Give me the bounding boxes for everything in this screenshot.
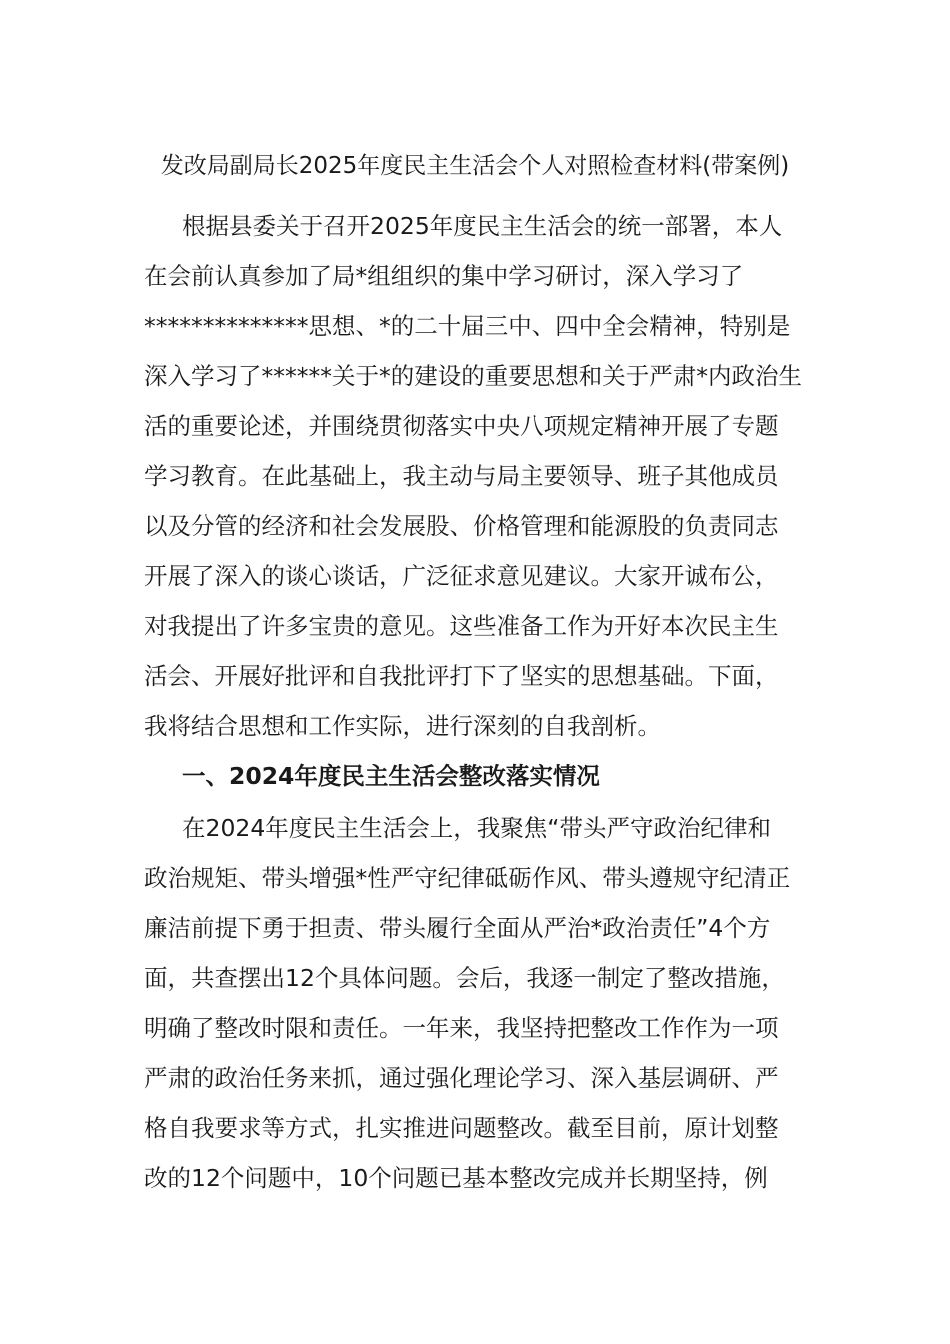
paragraph-2-line: 在2024年度民主生活会上，我聚焦“带头严守政治纪律和 <box>182 814 771 842</box>
paragraph-2-line: 改的12个问题中，10个问题已基本整改完成并长期坚持，例 <box>144 1164 768 1192</box>
paragraph-2-line: 面，共查摆出12个具体问题。会后，我逐一制定了整改措施， <box>144 964 785 992</box>
paragraph-2-line: 格自我要求等方式，扎实推进问题整改。截至目前，原计划整 <box>144 1114 779 1142</box>
paragraph-1-line: 学习教育。在此基础上，我主动与局主要领导、班子其他成员 <box>144 462 779 490</box>
paragraph-2-line: 廉洁前提下勇于担责、带头履行全面从严治*政治责任”4个方 <box>144 914 771 942</box>
paragraph-1-line: 在会前认真参加了局*组组织的集中学习研讨，深入学习了 <box>144 262 744 290</box>
paragraph-1-line: 我将结合思想和工作实际，进行深刻的自我剖析。 <box>144 712 661 740</box>
paragraph-1-line: 活会、开展好批评和自我批评打下了坚实的思想基础。下面， <box>144 662 779 690</box>
paragraph-1-line: **************思想、*的二十届三中、四中全会精神，特别是 <box>144 312 791 340</box>
paragraph-1-line: 以及分管的经济和社会发展股、价格管理和能源股的负责同志 <box>144 512 779 540</box>
paragraph-2-line: 严肃的政治任务来抓，通过强化理论学习、深入基层调研、严 <box>144 1064 779 1092</box>
paragraph-2-line: 明确了整改时限和责任。一年来，我坚持把整改工作作为一项 <box>144 1014 779 1042</box>
paragraph-1-line: 开展了深入的谈心谈话，广泛征求意见建议。大家开诚布公， <box>144 562 779 590</box>
paragraph-1-line: 对我提出了许多宝贵的意见。这些准备工作为开好本次民主生 <box>144 612 779 640</box>
paragraph-1-line: 深入学习了******关于*的建设的重要思想和关于严肃*内政治生 <box>144 362 802 390</box>
section-heading: 一、2024年度民主生活会整改落实情况 <box>182 762 600 790</box>
paragraph-2-line: 政治规矩、带头增强*性严守纪律砥砺作风、带头遵规守纪清正 <box>144 864 791 892</box>
document-title: 发改局副局长2025年度民主生活会个人对照检查材料(带案例) <box>160 153 790 179</box>
paragraph-1-line: 根据县委关于召开2025年度民主生活会的统一部署，本人 <box>182 212 783 240</box>
paragraph-1-line: 活的重要论述，并围绕贯彻落实中央八项规定精神开展了专题 <box>144 412 779 440</box>
